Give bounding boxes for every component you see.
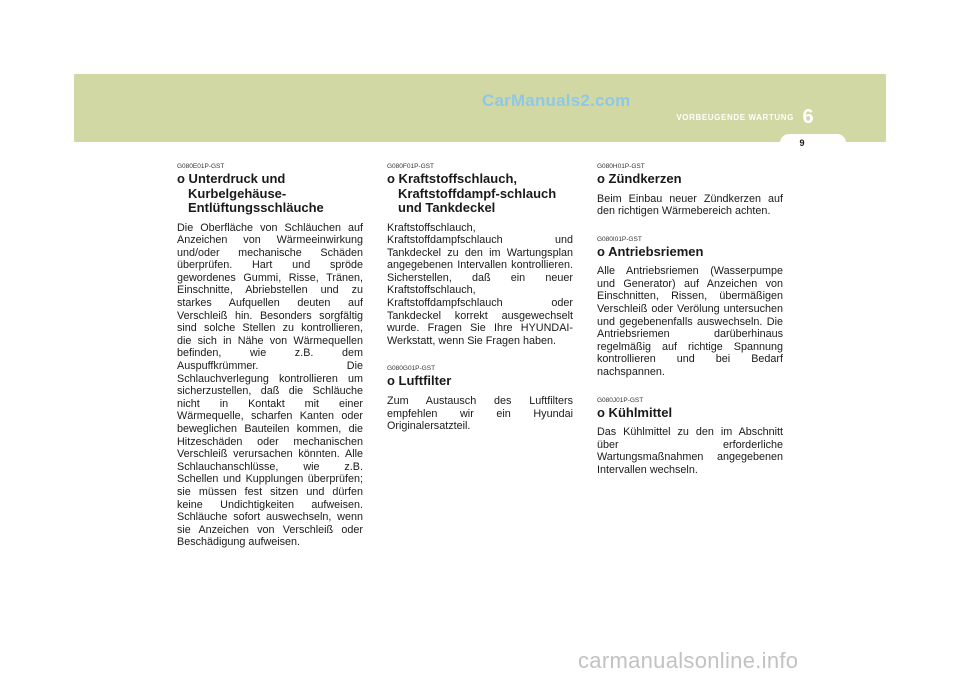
page-number: 9 — [799, 138, 805, 148]
column-2 — [387, 163, 573, 451]
section-drive-belts — [597, 236, 783, 379]
header-band — [74, 74, 886, 142]
section-vacuum-hoses — [177, 163, 363, 549]
chapter-number: 6 — [802, 106, 814, 128]
column-1 — [177, 163, 363, 567]
section-body: Das Kühlmittel zu den im Abschnitt über erforderliche Wartungsmaßnahmen angegebenen Intervallen wechseln. — [597, 426, 783, 476]
section-spark-plugs — [597, 163, 783, 218]
section-code: G080I01P-GST — [597, 235, 642, 243]
column-3 — [597, 163, 783, 494]
site-watermark-bottom: carmanualsonline.info — [578, 648, 799, 673]
section-heading: o Kraftstoffschlauch, Kraftstoffdampf-schlauch und Tankdeckel — [387, 171, 557, 215]
section-fuel-hose — [387, 163, 573, 347]
section-air-filter — [387, 365, 573, 432]
section-code: G080G01P-GST — [387, 365, 436, 373]
section-heading: o Unterdruck und Kurbelgehäuse-Entlüftungsschläuche — [177, 171, 324, 215]
section-body: Beim Einbau neuer Zündkerzen auf den richtigen Wärmebereich achten. — [597, 192, 783, 218]
section-code: G080F01P-GST — [387, 163, 434, 170]
section-code: G080J01P-GST — [597, 396, 644, 404]
section-body: Die Oberfläche von Schläuchen auf Anzeichen von Wärmeeinwirkung und/oder mechanische Schäden überprüfen. Hart und spröde gewordenes Gummi, Risse, Tränen, Einschnitte, Abriebstellen und zu starkes Aufquellen deuten auf Verschleiß hin. Besonders sorgfältig sind solche Stellen zu kontrollieren, die sich in Nähe von Wärmequellen befinden, wie z.B. dem Auspuffkrümmer. Die Schlauchverlegung kontrollieren um sicherzustellen, daß die Schläuche nicht in Kontakt mit einer Wärmequelle, scharfen Kanten oder beweglichen Bauteilen kommen, die Hitzeschäden oder mechanischen Verschleiß verursachen könnten. Alle Schlauchanschlüsse, wie z.B. Schellen und Kupplungen überprüfen; sie müssen fest sitzen und dürfen keine Undichtigkeiten aufweisen. Schläuche sofort auswechseln, wenn sie Anzeichen von Verschleiß oder Beschädigung aufweisen. — [177, 221, 363, 549]
section-body: Alle Antriebsriemen (Wasserpumpe und Generator) auf Anzeichen von Einschnitten, Rissen, übermäßigen Verschleiß oder Verölung untersuchen und gegebenenfalls auswechseln. Die Antriebsriemen darüberhinaus regelmäßig auf richtige Spannung kontrollieren und bei Bedarf nachspannen. — [597, 265, 783, 378]
section-code: G080H01P-GST — [597, 163, 645, 170]
section-heading: o Kühlmittel — [597, 404, 673, 420]
site-watermark-top: CarManuals2.com — [482, 91, 631, 110]
section-code: G080E01P-GST — [177, 163, 225, 170]
section-heading: o Antriebsriemen — [597, 243, 704, 259]
section-heading: o Luftfilter — [387, 373, 452, 389]
section-body: Kraftstoffschlauch, Kraftstoffdampfschlauch und Tankdeckel zu den im Wartungsplan angegebenen Intervallen kontrollieren. Sicherstellen, daß ein neuer Kraftstoffschlauch, Kraftstoffdampfschlauch oder Tankdeckel korrekt ausgewechselt wurde. Fragen Sie Ihre HYUNDAI-Werkstatt, wenn Sie Fragen haben. — [387, 221, 573, 347]
section-body: Zum Austausch des Luftfilters empfehlen wir ein Hyundai Originalersatzteil. — [387, 394, 573, 433]
section-label: VORBEUGENDE WARTUNG — [676, 113, 794, 122]
section-heading: o Zündkerzen — [597, 171, 682, 186]
section-coolant — [597, 397, 783, 477]
